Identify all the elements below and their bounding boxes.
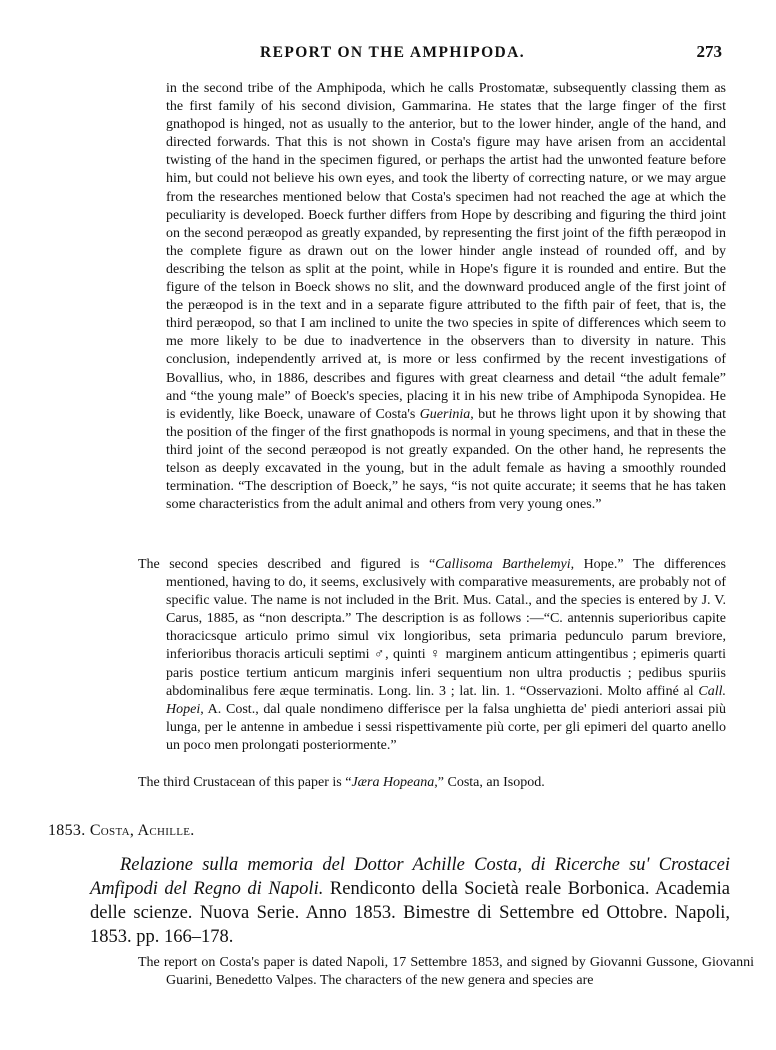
running-head: REPORT ON THE AMPHIPODA. (260, 44, 526, 61)
paragraph-text: in the second tribe of the Amphipoda, which he calls Prostomatæ, subsequently classing them as the first family of his second division, Gammarina. He states that the large finger of the first gnathopod is hinged, not as usually to the anterior, but to the lower hinder, angle of the hand, and directed forwards. That this is not shown in Costa's figure may have arisen from an accidental twisting of the hand in the specimen figured, or perhaps the artist had the unwonted feature before him, but could not believe his own eyes, and took the liberty of correcting nature, or we may argue from the researches mentioned below that Costa's specimen had not reached the age at which the peculiarity is developed. Boeck further differs from Hope by describing and figuring the third joint on the second peræopod as greatly expanded, by representing the first joint of the fifth peræopod in the complete figure as drawn out on the lower hinder angle instead of rounded off, and by describing the telson as split at the point, while in Hope's figure it is rounded and entire. But the figure of the telson in Boeck shows no slit, and the downward produced angle of the first joint of the peræopod is in the text and in a separate figure attributed to the fifth pair of feet, that is, the third peræopod, so that I am inclined to unite the two species in spite of differences which seem to me more likely to be due to inadvertence in the observers than to diversity in nature. This conclusion, independently arrived at, is more or less confirmed by the recent investigations of Bovallius, who, in 1886, describes and figures with great clearness and detail “the adult female” and “the young male” of Boeck's species, placing it in his new tribe of Amphipoda Synopidea. He is evidently, like Boeck, unaware of Costa's (166, 81, 726, 422)
paragraph-text: The third Crustacean of this paper is “ (138, 775, 352, 790)
paragraph-second-species (138, 556, 726, 755)
species-name: Call. Hopei (166, 683, 726, 717)
entry-author: Costa, Achille. (89, 822, 195, 839)
entry-year: 1853. (48, 822, 86, 839)
entry-citation (90, 853, 730, 949)
paragraph-text: , A. Cost., dal quale nondimeno differisce per la falsa unghietta de' piedi anteriori assai più lunga, per le antenne in ambedue i sessi rispettivamente più corte, per gli epimeri del quarto anello un poco men prolongati posteriormente.” (166, 701, 726, 753)
paragraph-report: The report on Costa's paper is dated Napoli, 17 Settembre 1853, and signed by Giovanni Gussone, Giovanni Guarini, Benedetto Valpes. The characters of the new genera and species are (138, 955, 754, 989)
species-name: Jæra Hopeana (351, 775, 435, 790)
entry-title: Relazione sulla memoria del Dottor Achille Costa, di Ricerche su' Crostacei Amfipodi del Regno di Napoli. (90, 855, 730, 899)
species-name: Callisoma Barthelemyi (435, 557, 571, 572)
paragraph-third-crustacean (138, 774, 726, 792)
genus-name: Guerinia (419, 406, 471, 422)
page-header (140, 44, 722, 68)
paragraph-text: ,” Costa, an Isopod. (434, 775, 545, 790)
entry-source: Rendiconto della Società reale Borbonica. Academia delle scienze. Nuova Serie. Anno 1853. Bimestre di Settembre ed Ottobre. Napoli, 1853. pp. 166–178. (90, 879, 731, 947)
page-number: 273 (696, 42, 722, 61)
paragraph-boeck-discussion (166, 80, 726, 514)
paragraph-text: , but he throws light upon it by showing that the position of the finger of the first gnathopods is normal in young specimens, and that in these the third joint of the second peræopod is not greatly expanded. On the other hand, he represents the telson as deeply excavated in the young, but in the adult female as having a smoothly rounded termination. “The description of Boeck,” he says, “is not quite accurate; it seems that he has taken some characteristics from the adult animal and others from very young ones.” (166, 406, 726, 513)
bibliography-entry-heading (48, 822, 195, 840)
paragraph-text: The second species described and figured is “ (138, 557, 436, 572)
hanging-block (138, 556, 726, 755)
paragraph-text: , Hope.” The differences mentioned, having to do, it seems, exclusively with comparative measurements, are probably not of specific value. The name is not included in the Brit. Mus. Catal., and the species is entered by J. V. Carus, 1885, as “non descripta.” The description is as follows :—“C. antennis superioribus capite thoracicsque articulo primo simul vix longioribus, seta primaria pedunculo parum breviore, inferioribus thoracis articuli septimi ♂, quinti ♀ marginem anticum attingentibus ; epimeris quarti paris postice tertium anticum marginis inferi sequentium non ultra productis ; pedibus spuriis abdominalibus fere æque terminatis. Long. lin. 3 ; lat. lin. 1. “Osservazioni. Molto affiné al (166, 557, 726, 699)
